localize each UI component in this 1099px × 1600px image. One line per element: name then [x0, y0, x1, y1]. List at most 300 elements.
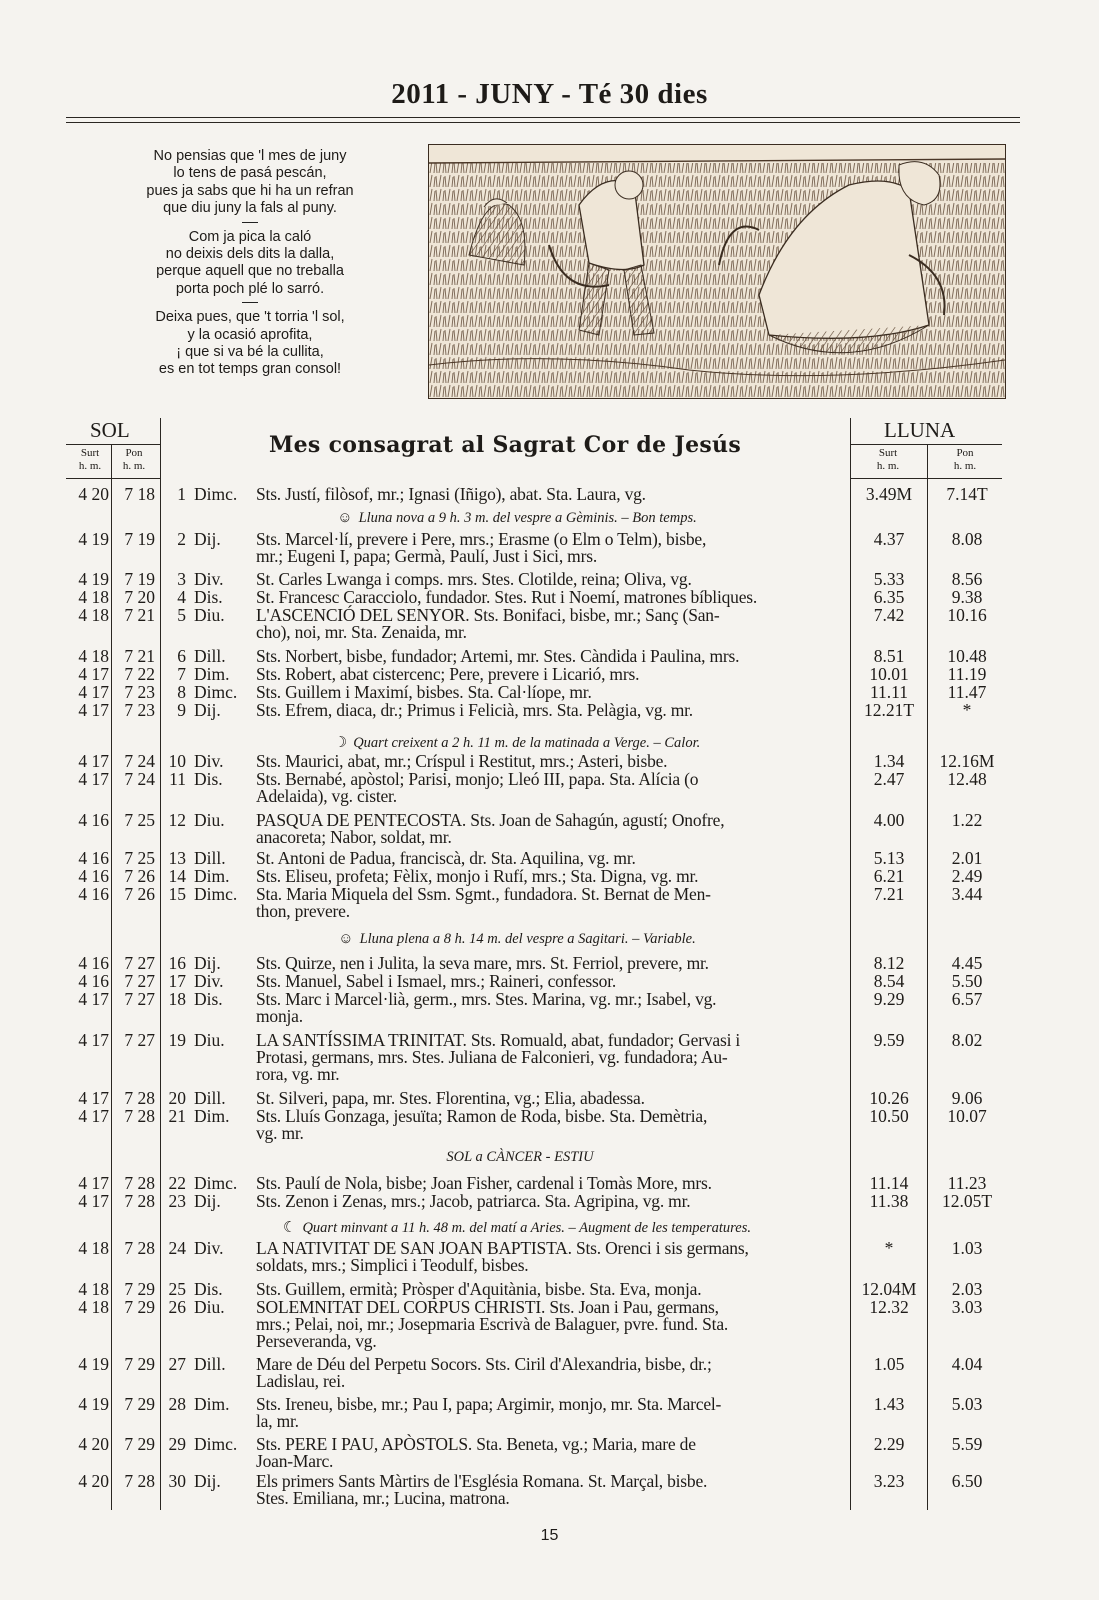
sun-rise-time: 4 18 — [78, 605, 109, 625]
sun-set-time: 7 28 — [124, 1088, 155, 1108]
hm-label: h. m. — [953, 460, 977, 472]
moon-set-time: 2.03 — [951, 1279, 983, 1299]
moon-set-time: 11.47 — [947, 682, 987, 702]
saints-text — [256, 1108, 851, 1142]
sun-rise-time: 4 18 — [78, 646, 109, 666]
saints-text — [256, 1436, 851, 1470]
saints-line: Sts. Zenon i Zenas, mrs.; Jacob, patriarca. Sta. Agripina, vg. mr. — [256, 1191, 691, 1211]
sun-set-time: 7 28 — [124, 1106, 155, 1126]
moon-set-time: 10.16 — [947, 605, 987, 625]
sun-set-time: 7 22 — [124, 664, 155, 684]
saints-text — [256, 753, 851, 770]
moon-set-time: 8.08 — [951, 529, 983, 549]
day-number: 6 — [177, 646, 186, 666]
moon-rise-time: 5.33 — [873, 569, 905, 589]
day-number: 20 — [168, 1088, 186, 1108]
sol-header: SOL — [90, 418, 130, 442]
weekday: Dis. — [194, 1279, 223, 1299]
saints-text — [256, 607, 851, 641]
moon-set-time: 5.59 — [951, 1434, 983, 1454]
sun-set-time: 7 29 — [124, 1297, 155, 1317]
saints-line: St. Silveri, papa, mr. Stes. Florentina, vg.; Elia, abadessa. — [256, 1088, 645, 1108]
saints-line: Sts. Ireneu, bisbe, mr.; Pau I, papa; Argimir, monjo, mr. Sta. Marcel- — [256, 1394, 722, 1414]
saints-line: anacoreta; Nabor, soldat, mr. — [256, 827, 452, 847]
moon-set-time: 4.45 — [951, 953, 983, 973]
weekday: Diu. — [194, 810, 225, 830]
weekday: Diu. — [194, 1297, 225, 1317]
saints-line: Sts. Robert, abat cistercenc; Pere, prevere i Licarió, mrs. — [256, 664, 640, 684]
moon-phase-note — [192, 1149, 842, 1166]
sun-rise-time: 4 17 — [78, 1088, 109, 1108]
day-number: 18 — [168, 989, 186, 1009]
pon-label: Pon — [125, 447, 143, 459]
saints-line: thon, prevere. — [256, 901, 350, 921]
sun-rise-time: 4 17 — [78, 1173, 109, 1193]
sun-rise-time: 4 16 — [78, 971, 109, 991]
saints-line: L'ASCENCIÓ DEL SENYOR. Sts. Bonifaci, bisbe, mr.; Sanç (San- — [256, 605, 720, 625]
sun-set-time: 7 24 — [124, 751, 155, 771]
weekday: Diu. — [194, 605, 225, 625]
weekday: Dim. — [194, 1394, 230, 1414]
saints-text — [256, 1396, 851, 1430]
moon-rise-time: 4.00 — [873, 810, 905, 830]
lluna-pon-label — [930, 447, 1000, 473]
sol-column-divider — [111, 444, 112, 1510]
sun-set-time: 7 26 — [124, 866, 155, 886]
title-rule-bottom — [66, 122, 1020, 123]
sun-rise-time: 4 19 — [78, 529, 109, 549]
weekday: Dij. — [194, 529, 221, 549]
weekday: Dill. — [194, 646, 226, 666]
saints-line: vg. mr. — [256, 1123, 304, 1143]
sun-rise-time: 4 16 — [78, 866, 109, 886]
weekday: Dill. — [194, 1088, 226, 1108]
saints-text — [256, 1193, 851, 1210]
sun-set-time: 7 19 — [124, 569, 155, 589]
moon-set-time: 5.03 — [951, 1394, 983, 1414]
moon-set-time: 12.48 — [947, 769, 987, 789]
sun-rise-time: 4 17 — [78, 700, 109, 720]
moon-rise-time: 3.23 — [873, 1471, 905, 1491]
sun-rise-time: 4 17 — [78, 1030, 109, 1050]
moon-set-time: 8.02 — [951, 1030, 983, 1050]
moon-set-time: 11.19 — [947, 664, 987, 684]
moon-rise-time: 10.50 — [869, 1106, 909, 1126]
moon-phase-note — [192, 931, 842, 948]
sun-rise-time: 4 19 — [78, 569, 109, 589]
day-number: 16 — [168, 953, 186, 973]
day-number: 5 — [177, 605, 186, 625]
sun-rise-time: 4 17 — [78, 769, 109, 789]
day-number: 21 — [168, 1106, 186, 1126]
day-number: 11 — [169, 769, 186, 789]
sun-rise-time: 4 20 — [78, 1434, 109, 1454]
moon-rise-time: 12.21T — [863, 700, 915, 720]
lluna-column-divider — [927, 444, 928, 1510]
lluna-header-rule — [850, 444, 1002, 445]
moon-rise-time: 6.35 — [873, 587, 905, 607]
harvest-illustration — [428, 144, 1006, 399]
moon-rise-time: 9.59 — [873, 1030, 905, 1050]
day-number: 1 — [177, 484, 186, 504]
day-number: 25 — [168, 1279, 186, 1299]
sun-rise-time: 4 18 — [78, 1297, 109, 1317]
day-number: 10 — [168, 751, 186, 771]
saints-text — [256, 702, 851, 719]
saints-line: Sta. Maria Miquela del Ssm. Sgmt., fundadora. St. Bernat de Men- — [256, 884, 711, 904]
saints-line: St. Carles Lwanga i comps. mrs. Stes. Clotilde, reina; Oliva, vg. — [256, 569, 692, 589]
weekday: Dim. — [194, 866, 230, 886]
weekday: Dis. — [194, 989, 223, 1009]
saints-line: rora, vg. mr. — [256, 1064, 340, 1084]
moon-set-time: 3.03 — [951, 1297, 983, 1317]
day-number: 4 — [177, 587, 186, 607]
sun-rise-time: 4 17 — [78, 1191, 109, 1211]
moon-rise-time: 6.21 — [873, 866, 905, 886]
day-number: 9 — [177, 700, 186, 720]
moon-rise-time: 8.12 — [873, 953, 905, 973]
saints-text — [256, 1240, 851, 1274]
saints-line: Sts. Marc i Marcel·lià, germ., mrs. Stes. Marina, vg. mr.; Isabel, vg. — [256, 989, 717, 1009]
saints-line: Sts. Manuel, Sabel i Ismael, mrs.; Raineri, confessor. — [256, 971, 617, 991]
sun-rise-time: 4 16 — [78, 810, 109, 830]
moon-set-time: 6.57 — [951, 989, 983, 1009]
saints-line: cho), noi, mr. Sta. Zenaida, mr. — [256, 622, 467, 642]
saints-line: Ladislau, rei. — [256, 1371, 346, 1391]
saints-text — [256, 991, 851, 1025]
day-number: 2 — [177, 529, 186, 549]
sun-set-time: 7 28 — [124, 1173, 155, 1193]
moon-rise-time: 10.01 — [869, 664, 909, 684]
sun-set-time: 7 29 — [124, 1354, 155, 1374]
saints-text — [256, 973, 851, 990]
moon-set-time: 2.01 — [951, 848, 983, 868]
saints-line: monja. — [256, 1006, 303, 1026]
moon-set-time: 8.56 — [951, 569, 983, 589]
sun-set-time: 7 23 — [124, 682, 155, 702]
moon-set-time: 4.04 — [951, 1354, 983, 1374]
moon-phase-icon: ☺ — [337, 510, 353, 526]
saints-text — [256, 771, 851, 805]
hm-label: h. m. — [876, 460, 900, 472]
moon-set-time: 10.07 — [947, 1106, 987, 1126]
saints-text — [256, 1032, 851, 1083]
saints-text — [256, 571, 851, 588]
sun-set-time: 7 24 — [124, 769, 155, 789]
poem — [120, 148, 380, 393]
sun-set-time: 7 25 — [124, 848, 155, 868]
sun-rise-time: 4 16 — [78, 884, 109, 904]
day-number: 8 — [177, 682, 186, 702]
moon-phase-note — [192, 1218, 842, 1237]
weekday: Diu. — [194, 1030, 225, 1050]
sun-rise-time: 4 20 — [78, 484, 109, 504]
weekday: Dill. — [194, 1354, 226, 1374]
moon-phase-icon: ☽ — [333, 735, 348, 751]
weekday: Dimc. — [194, 1434, 238, 1454]
moon-set-time: 11.23 — [947, 1173, 987, 1193]
moon-phase-note — [192, 510, 842, 527]
sun-set-time: 7 25 — [124, 810, 155, 830]
saints-line: soldats, mrs.; Simplici i Teodulf, bisbes. — [256, 1255, 529, 1275]
saints-text — [256, 684, 851, 701]
moon-set-time: 7.14T — [946, 484, 988, 504]
moon-set-time: 5.50 — [951, 971, 983, 991]
moon-phase-note — [192, 733, 842, 752]
sun-set-time: 7 23 — [124, 700, 155, 720]
sun-set-time: 7 27 — [124, 989, 155, 1009]
saints-line: Sts. Guillem i Maximí, bisbes. Sta. Cal·líope, mr. — [256, 682, 592, 702]
month-dedication: Mes consagrat al Sagrat Cor de Jesús — [268, 432, 742, 458]
saints-line: Sts. Eliseu, profeta; Fèlix, monjo i Rufí, mrs.; Sta. Digna, vg. mr. — [256, 866, 699, 886]
day-number: 27 — [168, 1354, 186, 1374]
saints-text — [256, 812, 851, 846]
saints-text — [256, 486, 851, 503]
sun-set-time: 7 26 — [124, 884, 155, 904]
day-number: 12 — [168, 810, 186, 830]
saints-line: LA NATIVITAT DE SAN JOAN BAPTISTA. Sts. Orenci i sis germans, — [256, 1238, 749, 1258]
moon-set-time: 10.48 — [947, 646, 987, 666]
moon-phase-text: Lluna nova a 9 h. 3 m. del vespre a Gèminis. – Bon temps. — [358, 510, 697, 526]
sun-rise-time: 4 17 — [78, 989, 109, 1009]
weekday: Dim. — [194, 664, 230, 684]
moon-phase-icon: ☾ — [283, 1220, 297, 1236]
saints-text — [256, 1473, 851, 1507]
saints-text — [256, 1090, 851, 1107]
moon-set-time: 3.44 — [951, 884, 983, 904]
pon-label: Pon — [956, 447, 974, 459]
sol-surt-label — [72, 447, 108, 473]
sun-set-time: 7 28 — [124, 1191, 155, 1211]
hm-label: h. m. — [122, 460, 146, 472]
day-number: 26 — [168, 1297, 186, 1317]
saints-line: mr.; Eugeni I, papa; Germà, Paulí, Just i Sici, mrs. — [256, 546, 598, 566]
moon-rise-time: 1.05 — [873, 1354, 905, 1374]
poem-stanza: Com ja pica la caló no deixis dels dits la dalla, perque aquell que no treballa porta poch plé lo sarró. — [156, 228, 344, 297]
saints-text — [256, 850, 851, 867]
saints-line: Sts. Guillem, ermità; Pròsper d'Aquitània, bisbe. Sta. Eva, monja. — [256, 1279, 702, 1299]
surt-label: Surt — [878, 447, 898, 459]
day-number: 24 — [168, 1238, 186, 1258]
stanza-divider — [242, 222, 258, 223]
saints-line: St. Francesc Caracciolo, fundador. Stes. Rut i Noemí, matrones bíbliques. — [256, 587, 758, 607]
moon-rise-time: 11.38 — [869, 1191, 909, 1211]
moon-set-time: 12.16M — [939, 751, 995, 771]
sun-rise-time: 4 17 — [78, 1106, 109, 1126]
saints-line: Sts. Bernabé, apòstol; Parisi, monjo; Lleó III, papa. Sta. Alícia (o — [256, 769, 699, 789]
page-number: 15 — [540, 1527, 559, 1544]
saints-line: Sts. Paulí de Nola, bisbe; Joan Fisher, cardenal i Tomàs More, mrs. — [256, 1173, 712, 1193]
day-number: 19 — [168, 1030, 186, 1050]
moon-rise-time: 8.51 — [873, 646, 905, 666]
sol-pon-label — [114, 447, 154, 473]
saints-line: Stes. Emiliana, mr.; Lucina, matrona. — [256, 1488, 510, 1508]
day-number: 23 — [168, 1191, 186, 1211]
moon-rise-time: 11.14 — [869, 1173, 909, 1193]
weekday: Dij. — [194, 953, 221, 973]
moon-phase-text: Lluna plena a 8 h. 14 m. del vespre a Sagitari. – Variable. — [359, 931, 696, 947]
saints-line: Els primers Sants Màrtirs de l'Església Romana. St. Marçal, bisbe. — [256, 1471, 708, 1491]
stanza-divider — [242, 302, 258, 303]
sun-rise-time: 4 17 — [78, 682, 109, 702]
saints-text — [256, 589, 851, 606]
saints-line: Sts. Maurici, abat, mr.; Críspul i Restitut, mrs.; Asteri, bisbe. — [256, 751, 668, 771]
saints-line: Sts. Marcel·lí, prevere i Pere, mrs.; Erasme (o Elm o Telm), bisbe, — [256, 529, 707, 549]
saints-line: la, mr. — [256, 1411, 299, 1431]
sun-set-time: 7 28 — [124, 1471, 155, 1491]
saints-text — [256, 955, 851, 972]
poem-stanza: No pensias que 'l mes de juny lo tens de pasá pescán, pues ja sabs que hi ha un refran que diu juny la fals al puny. — [146, 148, 354, 217]
saints-line: Mare de Déu del Perpetu Socors. Sts. Ciril d'Alexandria, bisbe, dr.; — [256, 1354, 712, 1374]
moon-phase-text: SOL a CÀNCER - ESTIU — [446, 1149, 594, 1165]
weekday: Dimc. — [194, 1173, 238, 1193]
sun-rise-time: 4 18 — [78, 587, 109, 607]
saints-line: Sts. Norbert, bisbe, fundador; Artemi, mr. Stes. Càndida i Paulina, mrs. — [256, 646, 740, 666]
moon-rise-time: 1.34 — [873, 751, 905, 771]
moon-rise-time: 5.13 — [873, 848, 905, 868]
lluna-surt-label — [856, 447, 920, 473]
saints-text — [256, 1281, 851, 1298]
moon-rise-time: 7.42 — [873, 605, 905, 625]
sun-rise-time: 4 19 — [78, 1394, 109, 1414]
sun-rise-time: 4 17 — [78, 751, 109, 771]
moon-rise-time: 7.21 — [873, 884, 905, 904]
moon-set-time: 9.06 — [951, 1088, 983, 1108]
saints-line: Sts. PERE I PAU, APÒSTOLS. Sta. Beneta, vg.; Maria, mare de — [256, 1434, 696, 1454]
sun-set-time: 7 28 — [124, 1238, 155, 1258]
lluna-header: LLUNA — [884, 418, 956, 442]
saints-line: Adelaida), vg. cister. — [256, 786, 397, 806]
sun-rise-time: 4 19 — [78, 1354, 109, 1374]
sun-set-time: 7 27 — [124, 953, 155, 973]
page-title: 2011 - JUNY - Té 30 dies — [391, 78, 708, 110]
saints-line: Sts. Efrem, diaca, dr.; Primus i Felicià, mrs. Sta. Pelàgia, vg. mr. — [256, 700, 693, 720]
weekday: Dim. — [194, 1106, 230, 1126]
day-number: 7 — [177, 664, 186, 684]
moon-rise-time: 9.29 — [873, 989, 905, 1009]
saints-line: mrs.; Pelai, noi, mr.; Josepmaria Escrivà de Balaguer, pvre. fund. Sta. — [256, 1314, 729, 1334]
saints-text — [256, 531, 851, 565]
saints-line: Sts. Justí, filòsof, mr.; Ignasi (Iñigo), abat. Sta. Laura, vg. — [256, 484, 646, 504]
saints-line: Sts. Quirze, nen i Julita, la seva mare, mrs. St. Ferriol, prevere, mr. — [256, 953, 709, 973]
saints-line: SOLEMNITAT DEL CORPUS CHRISTI. Sts. Joan i Pau, germans, — [256, 1297, 719, 1317]
sun-set-time: 7 29 — [124, 1394, 155, 1414]
saints-text — [256, 666, 851, 683]
moon-rise-time: * — [884, 1238, 894, 1258]
moon-phase-text: Quart creixent a 2 h. 11 m. de la matinada a Verge. – Calor. — [353, 735, 701, 751]
sun-set-time: 7 27 — [124, 1030, 155, 1050]
weekday: Dij. — [194, 1191, 221, 1211]
moon-rise-time: 2.47 — [873, 769, 905, 789]
saints-line: Joan-Marc. — [256, 1451, 334, 1471]
moon-rise-time: 1.43 — [873, 1394, 905, 1414]
saints-line: LA SANTÍSSIMA TRINITAT. Sts. Romuald, abat, fundador; Gervasi i — [256, 1030, 741, 1050]
weekday: Div. — [194, 1238, 224, 1258]
saints-line: PASQUA DE PENTECOSTA. Sts. Joan de Sahagún, agustí; Onofre, — [256, 810, 725, 830]
saints-text — [256, 1175, 851, 1192]
sun-set-time: 7 27 — [124, 971, 155, 991]
sun-set-time: 7 19 — [124, 529, 155, 549]
moon-rise-time: 2.29 — [873, 1434, 905, 1454]
weekday: Dij. — [194, 700, 221, 720]
day-number: 14 — [168, 866, 186, 886]
sun-rise-time: 4 16 — [78, 848, 109, 868]
saints-line: Sts. Lluís Gonzaga, jesuïta; Ramon de Roda, bisbe. Sta. Demètria, — [256, 1106, 708, 1126]
moon-rise-time: 11.11 — [869, 682, 909, 702]
saints-text — [256, 886, 851, 920]
weekday: Dimc. — [194, 484, 238, 504]
sun-set-time: 7 18 — [124, 484, 155, 504]
sun-rise-time: 4 20 — [78, 1471, 109, 1491]
day-number: 30 — [168, 1471, 186, 1491]
moon-rise-time: 12.32 — [869, 1297, 909, 1317]
surt-label: Surt — [80, 447, 100, 459]
day-number: 29 — [168, 1434, 186, 1454]
sun-set-time: 7 20 — [124, 587, 155, 607]
moon-set-time: 9.38 — [951, 587, 983, 607]
moon-rise-time: 12.04M — [861, 1279, 917, 1299]
day-number: 15 — [168, 884, 186, 904]
sol-subheader-rule — [66, 478, 160, 479]
hm-label: h. m. — [78, 460, 102, 472]
moon-set-time: 6.50 — [951, 1471, 983, 1491]
moon-rise-time: 4.37 — [873, 529, 905, 549]
saints-line: St. Antoni de Padua, franciscà, dr. Sta. Aquilina, vg. mr. — [256, 848, 636, 868]
weekday: Dimc. — [194, 682, 238, 702]
moon-set-time: 1.03 — [951, 1238, 983, 1258]
saints-text — [256, 1299, 851, 1350]
moon-phase-text: Quart minvant a 11 h. 48 m. del matí a Aries. – Augment de les temperatures. — [302, 1220, 751, 1236]
reapers-engraving — [429, 145, 1005, 398]
day-number: 13 — [168, 848, 186, 868]
moon-rise-time: 10.26 — [869, 1088, 909, 1108]
weekday: Dij. — [194, 1471, 221, 1491]
sun-set-time: 7 21 — [124, 605, 155, 625]
saints-line: Protasi, germans, mrs. Stes. Juliana de Falconieri, vg. fundadora; Au- — [256, 1047, 728, 1067]
day-number: 17 — [168, 971, 186, 991]
moon-set-time: 12.05T — [941, 1191, 993, 1211]
moon-rise-time: 3.49M — [865, 484, 913, 504]
sun-rise-time: 4 16 — [78, 953, 109, 973]
weekday: Dill. — [194, 848, 226, 868]
moon-phase-icon: ☺ — [338, 931, 354, 947]
sun-set-time: 7 29 — [124, 1434, 155, 1454]
moon-rise-time: 8.54 — [873, 971, 905, 991]
moon-set-time: 1.22 — [951, 810, 983, 830]
title-rule-top — [66, 117, 1020, 118]
moon-set-time: 2.49 — [951, 866, 983, 886]
lluna-subheader-rule — [850, 478, 1002, 479]
moon-set-time: * — [962, 700, 972, 720]
saints-line: Perseveranda, vg. — [256, 1331, 377, 1351]
sun-rise-time: 4 17 — [78, 664, 109, 684]
weekday: Dimc. — [194, 884, 238, 904]
weekday: Dis. — [194, 587, 223, 607]
sun-set-time: 7 29 — [124, 1279, 155, 1299]
saints-text — [256, 1356, 851, 1390]
weekday: Dis. — [194, 769, 223, 789]
sol-header-rule — [66, 444, 160, 445]
weekday: Div. — [194, 569, 224, 589]
sol-table-edge — [160, 418, 161, 1510]
saints-text — [256, 648, 851, 665]
poem-stanza: Deixa pues, que 't torria 'l sol, y la ocasió aprofita, ¡ que si va bé la cullita, es en tot temps gran consol! — [155, 309, 345, 378]
weekday: Div. — [194, 751, 224, 771]
sun-rise-time: 4 18 — [78, 1238, 109, 1258]
weekday: Div. — [194, 971, 224, 991]
sun-set-time: 7 21 — [124, 646, 155, 666]
day-number: 3 — [177, 569, 186, 589]
